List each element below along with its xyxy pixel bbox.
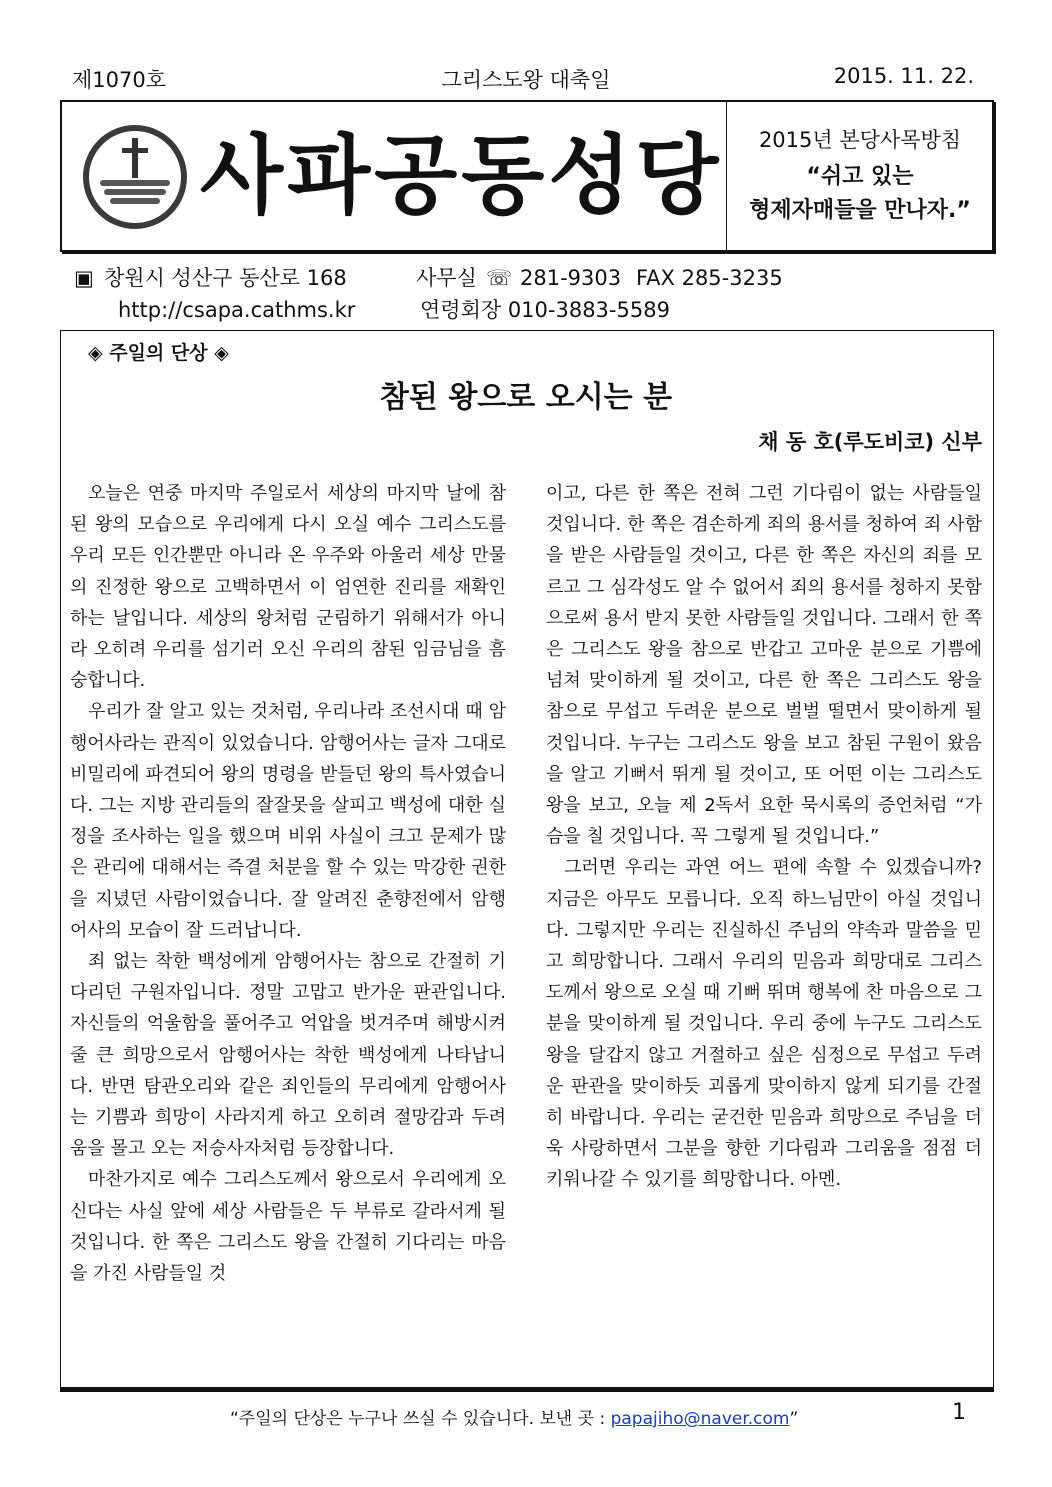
masthead xyxy=(60,100,994,252)
street-address: 창원시 성산구 동산로 168 xyxy=(104,266,347,290)
paragraph: 죄 없는 착한 백성에게 암행어사는 참으로 간절히 기다리던 구원자입니다. 정말 고맙고 반가운 판관입니다. 자신들의 억울함을 풀어주고 억압을 벗겨주며 해방시켜줄 큰 희망으로서 암행어사는 착한 백성에게 나타납니다. 반면 탐관오리와 같은 죄인들의 무리에게 암행어사는 기쁨과 희망이 사라지게 하고 오히려 절망감과 두려움을 몰고 오는 저승사자처럼 등장합니다. xyxy=(70,951,506,1160)
policy-title: 2015년 본당사목방침 xyxy=(758,128,962,152)
paragraph: 우리가 잘 알고 있는 것처럼, 우리나라 조선시대 때 암행어사라는 관직이 있었습니다. 암행어사는 글자 그대로 비밀리에 파견되어 왕의 명령을 받들던 왕의 특사였습니다. 그는 지방 관리들의 잘잘못을 살피고 백성에 대한 실정을 조사하는 일을 했으며 비위 사실이 크고 문제가 많은 관리에 대해서는 즉결 처분을 할 수 있는 막강한 권한을 지녔던 사람이었습니다. 잘 알려진 춘향전에서 암행어사의 모습이 잘 드러납니다. xyxy=(70,701,506,941)
parish-name: 사파공동성당 xyxy=(200,126,723,226)
pastoral-policy-panel xyxy=(728,102,992,250)
paragraph: 그러면 우리는 과연 어느 편에 속할 수 있겠습니까? 지금은 아무도 모릅니다. 오직 하느님만이 아실 것입니다. 그렇지만 우리는 진실하신 주님의 약속과 말씀을 믿고 희망합니다. 그래서 우리의 믿음과 희망대로 그리스도께서 왕으로 오실 때 기뻐 뛰며 행복에 찬 마음으로 그분을 맞이하게 될 것입니다. 우리 중에 누구도 그리스도 왕을 달갑지 않고 거절하고 싶은 심정으로 무섭고 두려운 판관을 맞이하듯 괴롭게 맞이하지 않게 되기를 간절히 바랍니다. 우리는 굳건한 믿음과 희망으로 주님을 더욱 사랑하면서 그분을 향한 기다림과 그리움을 점점 더 키워나갈 수 있기를 희망합니다. 아멘. xyxy=(546,857,982,1191)
issue-header-line xyxy=(60,58,992,98)
logo-caption: 사파공동성당 xyxy=(113,206,157,221)
article-column-left xyxy=(70,478,506,1289)
page-number: 1 xyxy=(952,1400,966,1425)
issue-number: 제1070호 xyxy=(72,68,167,92)
paragraph: 이고, 다른 한 쪽은 전혀 그런 기다림이 없는 사람들일 것입니다. 한 쪽은 겸손하게 죄의 용서를 청하여 죄 사함을 받은 사람들일 것이고, 다른 한 쪽은 자신의 죄를 모르고 그 심각성도 알 수 없어서 죄의 용서를 청하지 못함으로써 용서 받지 못한 사람들일 것입니다. 그래서 한 쪽은 그리스도 왕을 참으로 반갑고 고마운 분으로 기쁨에 넘쳐 맞이하게 될 것이고, 다른 한 쪽은 그리스도 왕을 참으로 무섭고 두려운 분으로 벌벌 떨면서 맞이하게 될 것입니다. 누구는 그리스도 왕을 보고 참된 구원이 왔음을 알고 기뻐서 뛰게 될 것이고, 또 어떤 이는 그리스도 왕을 보고, 오늘 제 2독서 요한 묵시록의 증언처럼 “가슴을 칠 것입니다. 꼭 그렇게 될 것입니다.” xyxy=(546,483,982,848)
bottom-divider xyxy=(60,1387,994,1392)
footer-note xyxy=(230,1404,798,1429)
bullet-square-icon: ▣ xyxy=(74,266,94,290)
article-title: 참된 왕으로 오시는 분 xyxy=(379,380,673,415)
address-row-2 xyxy=(74,294,974,326)
address-block xyxy=(74,262,974,326)
footer-note-text: “주일의 단상은 누구나 쓰실 수 있습니다. 보낸 곳 : xyxy=(230,1409,611,1429)
paragraph: 마찬가지로 예수 그리스도께서 왕으로서 우리에게 오신다는 사실 앞에 세상 사람들은 두 부류로 갈라서게 될 것입니다. 한 쪽은 그리스도 왕을 간절히 기다리는 마음을 가진 사람들일 것 xyxy=(70,1169,506,1285)
article-column-right xyxy=(546,478,982,1196)
policy-motto-line2: 형제자매들을 만나자.” xyxy=(749,198,971,223)
funeral-committee-contact: 연령회장 010-3883-5589 xyxy=(420,298,670,322)
website-link[interactable]: http://csapa.cathms.kr xyxy=(118,298,356,322)
email-link[interactable]: papajiho@naver.com xyxy=(610,1409,790,1429)
fax-number: FAX 285-3235 xyxy=(636,266,783,290)
policy-motto-line1: “쉬고 있는 xyxy=(806,164,914,189)
masthead-title-panel xyxy=(62,102,727,250)
parish-logo-icon xyxy=(80,122,190,232)
telephone-icon: ☏ xyxy=(486,266,513,290)
policy-motto xyxy=(728,160,992,228)
office-phone: 281-9303 xyxy=(520,266,622,290)
office-label: 사무실 xyxy=(416,266,477,290)
paragraph: 오늘은 연중 마지막 주일로서 세상의 마지막 날에 참된 왕의 모습으로 우리에게 다시 오실 예수 그리스도를 우리 모든 인간뿐만 아니라 온 우주와 아울러 세상 만물의 진정한 왕으로 고백하면서 이 엄연한 진리를 재확인하는 날입니다. 세상의 왕처럼 군림하기 위해서가 아니라 오히려 우리를 섬기러 오신 우리의 참된 임금님을 흠숭합니다. xyxy=(70,483,506,692)
issue-date: 2015. 11. 22. xyxy=(833,64,974,88)
feast-name: 그리스도왕 대축일 xyxy=(441,68,611,92)
footer-note-end: ” xyxy=(789,1409,799,1429)
address-row-1 xyxy=(74,262,974,294)
section-label: ◈ 주일의 단상 ◈ xyxy=(88,342,229,364)
article-author: 채 동 호(루도비코) 신부 xyxy=(758,430,982,454)
